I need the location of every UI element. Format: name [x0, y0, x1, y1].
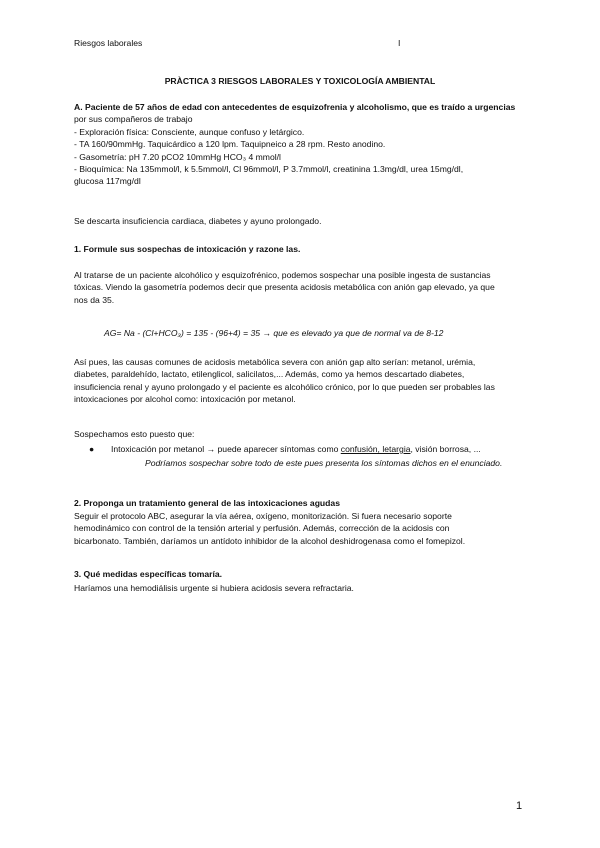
- case-line: - Gasometría: pH 7.20 pCO2 10mmHg HCO₃ 4 mmol/l: [74, 151, 281, 162]
- header-mark: I: [398, 38, 401, 48]
- question-3-heading: 3. Qué medidas específicas tomaría.: [74, 569, 223, 579]
- case-line: - TA 160/90mmHg. Taquicárdico a 120 lpm. Taquipneico a 28 rpm. Resto anodino.: [74, 139, 386, 150]
- case-line: - Bioquímica: Na 135mmol/l, k 5.5mmol/l, Cl 96mmol/l, P 3.7mmol/l, creatinina 1.3mg/dl, urea 15mg/dl,: [74, 164, 464, 175]
- question-1-paragraph-1: [74, 269, 526, 306]
- bullet-text-end: , visión borrosa, ...: [410, 444, 481, 454]
- paragraph-line: diabetes, paraldehído, lactato, etilenglicol, salicilatos,... Además, como ya hemos descartado diabetes,: [74, 369, 465, 380]
- question-3-answer: Haríamos una hemodiálisis urgente si hubiera acidosis severa refractaria.: [74, 583, 354, 593]
- bullet-text: Intoxicación por metanol → puede aparecer síntomas como: [111, 444, 341, 454]
- suspicion-intro: Sospechamos esto puesto que:: [74, 429, 195, 439]
- anion-gap-formula: AG= Na - (Cl+HCO₃) = 135 - (96+4) = 35 → que es elevado ya que de normal va de 8-12: [104, 328, 444, 338]
- case-line: - Exploración física: Consciente, aunque confuso y letárgico.: [74, 126, 305, 137]
- case-description: [74, 101, 526, 188]
- case-line: A. Paciente de 57 años de edad con antecedentes de esquizofrenia y alcoholismo, que es traído a urgencias: [74, 102, 516, 112]
- question-2-answer: [74, 510, 526, 547]
- page-number: 1: [516, 800, 523, 812]
- underlined-symptoms: confusión, letargia: [340, 444, 411, 454]
- bullet-item: [89, 443, 481, 455]
- paragraph-line: Así pues, las causas comunes de acidosis metabólica severa con anión gap alto serían: metanol, urémia,: [74, 357, 476, 367]
- question-1-heading: 1. Formule sus sospechas de intoxicación y razone las.: [74, 244, 301, 254]
- answer-line: bicarbonato. También, daríamos un antídoto inhibidor de la alcohol deshidrogenasa como el fomepizol.: [74, 535, 466, 546]
- case-line: glucosa 117mg/dl: [74, 176, 141, 187]
- paragraph-line: insuficiencia renal y ayuno prolongado y el paciente es alcohólico crónico, por lo que pueden ser probables las: [74, 381, 495, 392]
- question-1-paragraph-2: [74, 356, 526, 406]
- case-line: por sus compañeros de trabajo: [74, 114, 193, 125]
- header-title: Riesgos laborales: [74, 38, 143, 48]
- bullet-icon: ●: [89, 444, 95, 454]
- paragraph-line: intoxicaciones por alcohol como: intoxicación por metanol.: [74, 394, 296, 405]
- answer-line: Seguir el protocolo ABC, asegurar la vía aérea, oxígeno, monitorización. Si fuera necesario soporte: [74, 511, 452, 521]
- bullet-note: Podríamos sospechar sobre todo de este pues presenta los síntomas dichos en el enunciado.: [145, 458, 503, 468]
- discard-note: Se descarta insuficiencia cardiaca, diabetes y ayuno prolongado.: [74, 216, 322, 226]
- paragraph-line: Al tratarse de un paciente alcohólico y esquizofrénico, podemos sospechar una posible ingesta de sustancias: [74, 270, 491, 280]
- paragraph-line: nos da 35.: [74, 294, 115, 305]
- paragraph-line: tóxicas. Viendo la gasometría podemos decir que presenta acidosis metabólica con anión gap elevado, ya que: [74, 282, 495, 293]
- document-title: PRÀCTICA 3 RIESGOS LABORALES Y TOXICOLOGÍA AMBIENTAL: [164, 76, 436, 86]
- answer-line: hemodinámico con control de la tensión arterial y perfusión. Además, corrección de la acidosis con: [74, 523, 450, 534]
- question-2-heading: 2. Proponga un tratamiento general de las intoxicaciones agudas: [74, 498, 340, 508]
